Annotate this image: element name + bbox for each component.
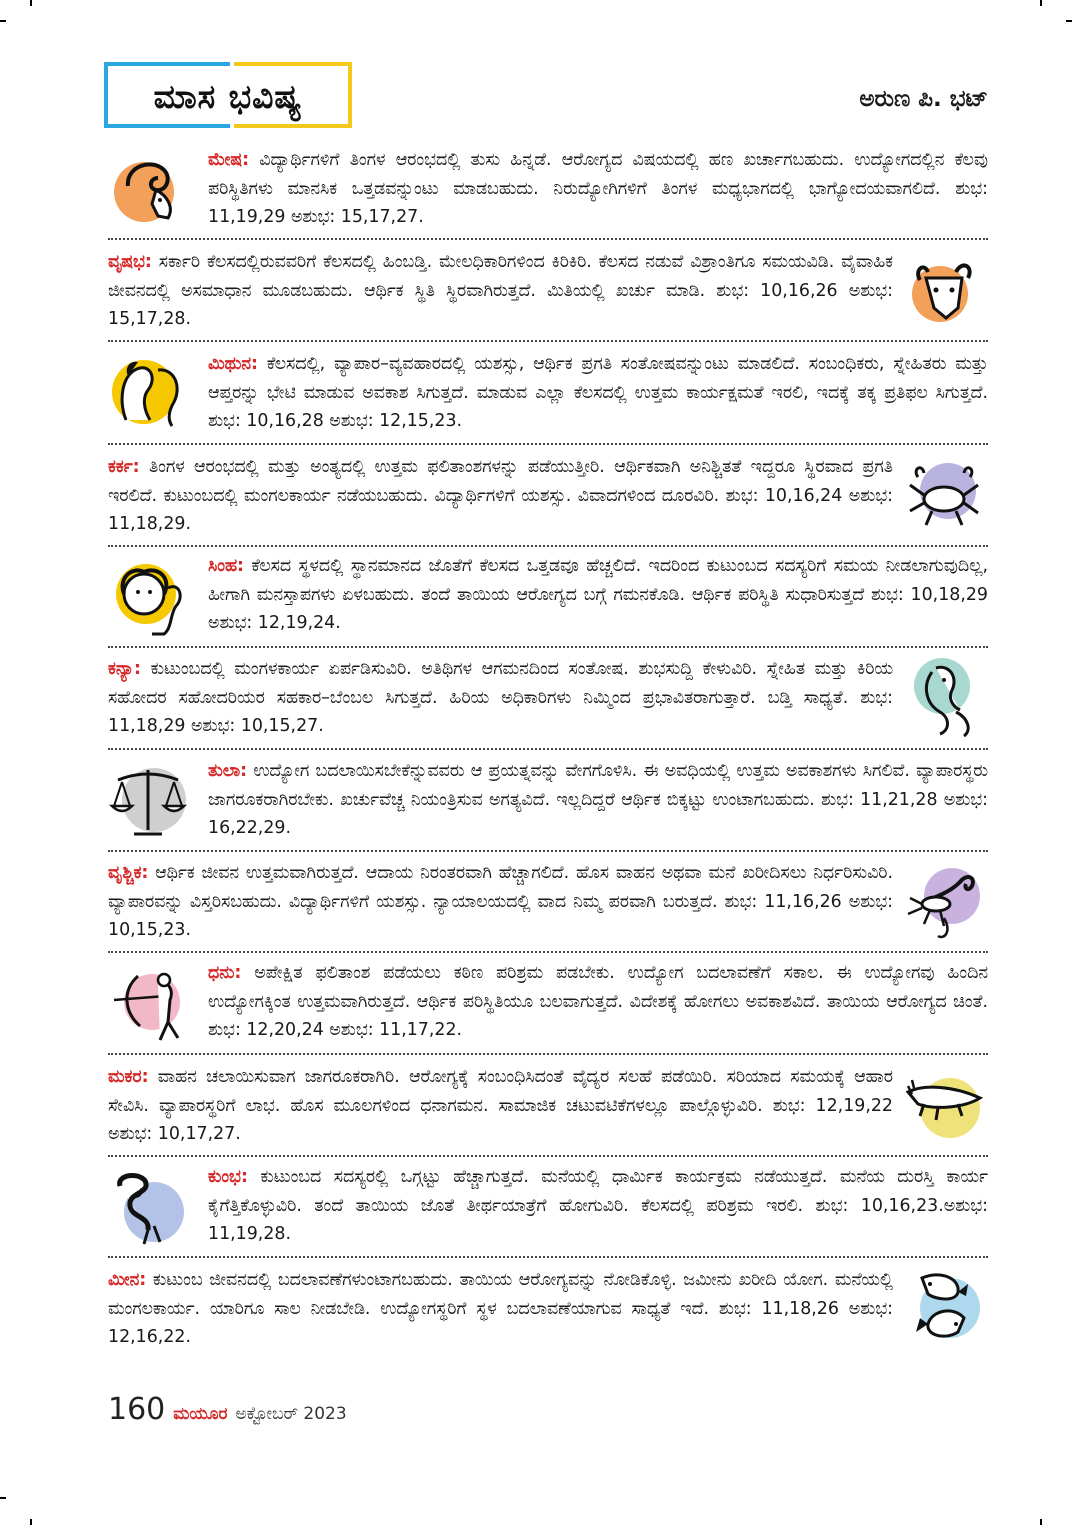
crop-mark <box>1040 1519 1042 1525</box>
author-name: ಅರುಣ ಪಿ. ಭಟ್ <box>859 86 988 112</box>
sign-text: ಕೆಲಸದ ಸ್ಥಳದಲ್ಲಿ ಸ್ಥಾನಮಾನದ ಜೊತೆಗೆ ಕೆಲಸದ ಒತ್ತಡವೂ ಹೆಚ್ಚಲಿದೆ. ಇದರಿಂದ ಕುಟುಂಬದ ಸದಸ್ಯರಿಗೆ ಸಮಯ ನೀಡಲಾಗುವುದಿಲ್ಲ, ಹೀಗಾಗಿ ಮನಸ್ತಾಪಗಳು ಏಳಬಹುದು. ತಂದೆ ತಾಯಿಯ ಆರೋಗ್ಯದ ಬಗ್ಗೆ ಗಮನಕೊಡಿ. ಆರ್ಥಿಕ ಪರಿಸ್ಥಿತಿ ಸುಧಾರಿಸುತ್ತದೆ ಶುಭ: 10,18,29 ಅಶುಭ: 12,19,24. <box>208 556 988 633</box>
sign-text: ತಿಂಗಳ ಆರಂಭದಲ್ಲಿ ಮತ್ತು ಅಂತ್ಯದಲ್ಲಿ ಉತ್ತಮ ಫಲಿತಾಂಶಗಳನ್ನು ಪಡೆಯುತ್ತೀರಿ. ಆರ್ಥಿಕವಾಗಿ ಅನಿಶ್ಚಿತತೆ ಇದ್ದರೂ ಸ್ಥಿರವಾದ ಪ್ರಗತಿ ಇರಲಿದೆ. ಕುಟುಂಬದಲ್ಲಿ ಮಂಗಲಕಾರ್ಯ ನಡೆಯಬಹುದು. ವಿದ್ಯಾರ್ಥಿಗಳಿಗೆ ಯಶಸ್ಸು. ವಿವಾದಗಳಿಂದ ದೂರವಿರಿ. ಶುಭ: 10,16,24 ಅಶುಭ: 11,18,29. <box>108 457 893 534</box>
sign-name: ತುಲಾ: <box>208 761 248 781</box>
sign-name: ಕನ್ಯಾ: <box>108 659 141 679</box>
horoscope-entry <box>108 453 893 539</box>
sign-text: ವಿದ್ಯಾರ್ಥಿಗಳಿಗೆ ತಿಂಗಳ ಆರಂಭದಲ್ಲಿ ತುಸು ಹಿನ್ನಡೆ. ಆರೋಗ್ಯದ ವಿಷಯದಲ್ಲಿ ಹಣ ಖರ್ಚಾಗಬಹುದು. ಉದ್ಯೋಗದಲ್ಲಿನ ಕೆಲವು ಪರಿಸ್ಥಿತಿಗಳು ಮಾನಸಿಕ ಒತ್ತಡವನ್ನುಂಟು ಮಾಡಬಹುದು. ನಿರುದ್ಯೋಗಿಗಳಿಗೆ ತಿಂಗಳ ಮಧ್ಯಭಾಗದಲ್ಲಿ ಭಾಗ್ಯೋದಯವಾಗಲಿದೆ. ಶುಭ: 11,19,29 ಅಶುಭ: 15,17,27. <box>208 150 988 227</box>
sign-name: ವೃಶ್ಚಿಕ: <box>108 863 149 883</box>
page-number: 160 <box>108 1392 166 1427</box>
crop-mark <box>30 0 32 6</box>
cancer-crab-icon <box>904 455 986 537</box>
sign-name: ಮೀನ: <box>108 1270 147 1290</box>
horoscope-entry <box>208 757 988 843</box>
divider <box>108 646 988 648</box>
aquarius-pot-icon <box>108 1166 190 1248</box>
horoscope-entry <box>208 552 988 638</box>
divider <box>108 951 988 953</box>
sign-text: ಕುಟುಂಬದಲ್ಲಿ ಮಂಗಳಕಾರ್ಯ ಏರ್ಪಡಿಸುವಿರಿ. ಅತಿಥಿಗಳ ಆಗಮನದಿಂದ ಸಂತೋಷ. ಶುಭಸುದ್ದಿ ಕೇಳುವಿರಿ. ಸ್ನೇಹಿತ ಮತ್ತು ಕಿರಿಯ ಸಹೋದರ ಸಹೋದರಿಯರ ಸಹಕಾರ–ಬೆಂಬಲ ಸಿಗುತ್ತದೆ. ಹಿರಿಯ ಅಧಿಕಾರಿಗಳು ನಿಮ್ಮಿಂದ ಪ್ರಭಾವಿತರಾಗುತ್ತಾರೆ. ಬಡ್ತಿ ಸಾಧ್ಯತೆ. ಶುಭ: 11,18,29 ಅಶುಭ: 10,15,27. <box>108 659 893 736</box>
issue-month: ಅಕ್ಟೋಬರ್ 2023 <box>235 1404 347 1424</box>
pisces-fish-icon <box>906 1266 988 1348</box>
crop-mark <box>0 1497 6 1499</box>
divider <box>108 340 988 342</box>
section-title-box <box>108 66 348 128</box>
sign-name: ವೃಷಭ: <box>108 252 152 272</box>
leo-lion-icon <box>108 558 190 640</box>
horoscope-entry <box>208 1163 988 1249</box>
sign-text: ಕೆಲಸದಲ್ಲಿ, ವ್ಯಾಪಾರ–ವ್ಯವಹಾರದಲ್ಲಿ ಯಶಸ್ಸು, ಆರ್ಥಿಕ ಪ್ರಗತಿ ಸಂತೋಷವನ್ನುಂಟು ಮಾಡಲಿದೆ. ಸಂಬಂಧಿಕರು, ಸ್ನೇಹಿತರು ಮತ್ತು ಆಪ್ತರನ್ನು ಭೇಟಿ ಮಾಡುವ ಅವಕಾಶ ಸಿಗುತ್ತದೆ. ಮಾಡುವ ಎಲ್ಲಾ ಕೆಲಸದಲ್ಲಿ ಉತ್ತಮ ಕಾರ್ಯಕ್ಷಮತೆ ಇರಲಿ, ಇದಕ್ಕೆ ತಕ್ಕ ಪ್ರತಿಫಲ ಸಿಗುತ್ತದೆ. ಶುಭ: 10,16,28 ಅಶುಭ: 12,15,23. <box>208 354 988 431</box>
horoscope-entry <box>208 146 988 232</box>
sign-text: ಅಪೇಕ್ಷಿತ ಫಲಿತಾಂಶ ಪಡೆಯಲು ಕಠಿಣ ಪರಿಶ್ರಮ ಪಡಬೇಕು. ಉದ್ಯೋಗ ಬದಲಾವಣೆಗೆ ಸಕಾಲ. ಈ ಉದ್ಯೋಗವು ಹಿಂದಿನ ಉದ್ಯೋಗಕ್ಕಿಂತ ಉತ್ತಮವಾಗಿರುತ್ತದೆ. ಆರ್ಥಿಕ ಪರಿಸ್ಥಿತಿಯೂ ಬಲವಾಗುತ್ತದೆ. ವಿದೇಶಕ್ಕೆ ಹೋಗಲು ಅವಕಾಶವಿದೆ. ತಾಯಿಯ ಆರೋಗ್ಯದ ಚಿಂತೆ. ಶುಭ: 12,20,24 ಅಶುಭ: 11,17,22. <box>208 963 988 1040</box>
scorpio-scorpion-icon <box>904 862 986 944</box>
horoscope-entry <box>208 350 988 436</box>
sign-text: ಆರ್ಥಿಕ ಜೀವನ ಉತ್ತಮವಾಗಿರುತ್ತದೆ. ಆದಾಯ ನಿರಂತರವಾಗಿ ಹೆಚ್ಚಾಗಲಿದೆ. ಹೊಸ ವಾಹನ ಅಥವಾ ಮನೆ ಖರೀದಿಸಲು ನಿರ್ಧರಿಸುವಿರಿ. ವ್ಯಾಪಾರವನ್ನು ವಿಸ್ತರಿಸಬಹುದು. ವಿದ್ಯಾರ್ಥಿಗಳಿಗೆ ಯಶಸ್ಸು. ನ್ಯಾಯಾಲಯದಲ್ಲಿ ವಾದ ನಿಮ್ಮ ಪರವಾಗಿ ಬರುತ್ತದೆ. ಶುಭ: 11,16,26 ಅಶುಭ: 10,15,23. <box>108 863 893 940</box>
aries-ram-icon <box>108 146 190 228</box>
divider <box>108 443 988 445</box>
horoscope-entry <box>108 1266 893 1352</box>
crop-mark <box>1066 20 1072 22</box>
sign-name: ಧನು: <box>208 963 242 983</box>
horoscope-entry <box>208 959 988 1045</box>
sign-name: ಕರ್ಕ: <box>108 457 140 477</box>
horoscope-entry <box>108 859 893 945</box>
sign-text: ಕುಟುಂಬ ಜೀವನದಲ್ಲಿ ಬದಲಾವಣೆಗಳುಂಟಾಗಬಹುದು. ತಾಯಿಯ ಆರೋಗ್ಯವನ್ನು ನೋಡಿಕೊಳ್ಳಿ. ಜಮೀನು ಖರೀದಿ ಯೋಗ. ಮನೆಯಲ್ಲಿ ಮಂಗಲಕಾರ್ಯ. ಯಾರಿಗೂ ಸಾಲ ನೀಡಬೇಡಿ. ಉದ್ಯೋಗಸ್ಥರಿಗೆ ಸ್ಥಳ ಬದಲಾವಣೆಯಾಗುವ ಸಾಧ್ಯತೆ ಇದೆ. ಶುಭ: 11,18,26 ಅಶುಭ: 12,16,22. <box>108 1270 893 1347</box>
divider <box>108 748 988 750</box>
page-footer <box>108 1392 347 1427</box>
sign-name: ಸಿಂಹ: <box>208 556 244 576</box>
taurus-bull-icon <box>906 252 988 334</box>
section-title: ಮಾಸ ಭವಿಷ್ಯ <box>153 77 303 116</box>
horoscope-entry <box>108 248 893 334</box>
horoscope-entry <box>108 655 893 741</box>
sign-name: ಮಿಥುನ: <box>208 354 259 374</box>
divider <box>108 850 988 852</box>
sign-text: ಉದ್ಯೋಗ ಬದಲಾಯಿಸಬೇಕೆನ್ನುವವರು ಆ ಪ್ರಯತ್ನವನ್ನು ವೇಗಗೊಳಿಸಿ. ಈ ಅವಧಿಯಲ್ಲಿ ಉತ್ತಮ ಅವಕಾಶಗಳು ಸಿಗಲಿವೆ. ವ್ಯಾಪಾರಸ್ಥರು ಜಾಗರೂಕರಾಗಿರಬೇಕು. ಖರ್ಚುವೆಚ್ಚ ನಿಯಂತ್ರಿಸುವ ಅಗತ್ಯವಿದೆ. ಇಲ್ಲದಿದ್ದರೆ ಆರ್ಥಿಕ ಬಿಕ್ಕಟ್ಟು ಉಂಟಾಗಬಹುದು. ಶುಭ: 11,21,28 ಅಶುಭ: 16,22,29. <box>208 761 988 838</box>
sign-name: ಮೇಷ: <box>208 150 250 170</box>
sign-text: ಸರ್ಕಾರಿ ಕೆಲಸದಲ್ಲಿರುವವರಿಗೆ ಕೆಲಸದಲ್ಲಿ ಹಿಂಬಡ್ತಿ. ಮೇಲಧಿಕಾರಿಗಳಿಂದ ಕಿರಿಕಿರಿ. ಕೆಲಸದ ನಡುವೆ ವಿಶ್ರಾಂತಿಗೂ ಸಮಯವಿಡಿ. ವೈವಾಹಿಕ ಜೀವನದಲ್ಲಿ ಅಸಮಾಧಾನ ಮೂಡಬಹುದು. ಆರ್ಥಿಕ ಸ್ಥಿತಿ ಸ್ಥಿರವಾಗಿರುತ್ತದೆ. ಮಿತಿಯಲ್ಲಿ ಖರ್ಚು ಮಾಡಿ. ಶುಭ: 10,16,26 ಅಶುಭ: 15,17,28. <box>108 252 893 329</box>
divider <box>108 1256 988 1258</box>
divider <box>108 545 988 547</box>
divider <box>108 1053 988 1055</box>
crop-mark <box>30 1519 32 1525</box>
sign-name: ಮಕರ: <box>108 1067 149 1087</box>
page-header <box>108 66 988 132</box>
horoscope-entry <box>108 1063 893 1149</box>
sign-text: ವಾಹನ ಚಲಾಯಿಸುವಾಗ ಜಾಗರೂಕರಾಗಿರಿ. ಆರೋಗ್ಯಕ್ಕೆ ಸಂಬಂಧಿಸಿದಂತೆ ವೈದ್ಯರ ಸಲಹೆ ಪಡೆಯಿರಿ. ಸರಿಯಾದ ಸಮಯಕ್ಕೆ ಆಹಾರ ಸೇವಿಸಿ. ವ್ಯಾಪಾರಸ್ಥರಿಗೆ ಲಾಭ. ಹೊಸ ಮೂಲಗಳಿಂದ ಧನಾಗಮನ. ಸಾಮಾಜಿಕ ಚಟುವಟಿಕೆಗಳಲ್ಲೂ ಪಾಲ್ಗೊಳ್ಳುವಿರಿ. ಶುಭ: 12,19,22 ಅಶುಭ: 10,17,27. <box>108 1067 893 1144</box>
sagittarius-archer-icon <box>108 966 190 1048</box>
capricorn-crocodile-icon <box>904 1064 986 1146</box>
divider <box>108 238 988 240</box>
sign-name: ಕುಂಭ: <box>208 1167 248 1187</box>
divider <box>108 1155 988 1157</box>
crop-mark <box>1040 0 1042 6</box>
gemini-twins-icon <box>108 350 190 432</box>
crop-mark <box>0 20 6 22</box>
sign-text: ಕುಟುಂಬದ ಸದಸ್ಯರಲ್ಲಿ ಒಗ್ಗಟ್ಟು ಹೆಚ್ಚಾಗುತ್ತದೆ. ಮನೆಯಲ್ಲಿ ಧಾರ್ಮಿಕ ಕಾರ್ಯಕ್ರಮ ನಡೆಯುತ್ತದೆ. ಮನೆಯ ದುರಸ್ತಿ ಕಾರ್ಯ ಕೈಗೆತ್ತಿಕೊಳ್ಳುವಿರಿ. ತಂದೆ ತಾಯಿಯ ಜೊತೆ ತೀರ್ಥಯಾತ್ರೆಗೆ ಹೋಗುವಿರಿ. ಕೆಲಸದಲ್ಲಿ ಪರಿಶ್ರಮ ಇರಲಿ. ಶುಭ: 10,16,23.ಅಶುಭ: 11,19,28. <box>208 1167 988 1244</box>
libra-scales-icon <box>108 760 190 842</box>
magazine-name: ಮಯೂರ <box>173 1404 228 1424</box>
virgo-maiden-icon <box>906 656 988 738</box>
